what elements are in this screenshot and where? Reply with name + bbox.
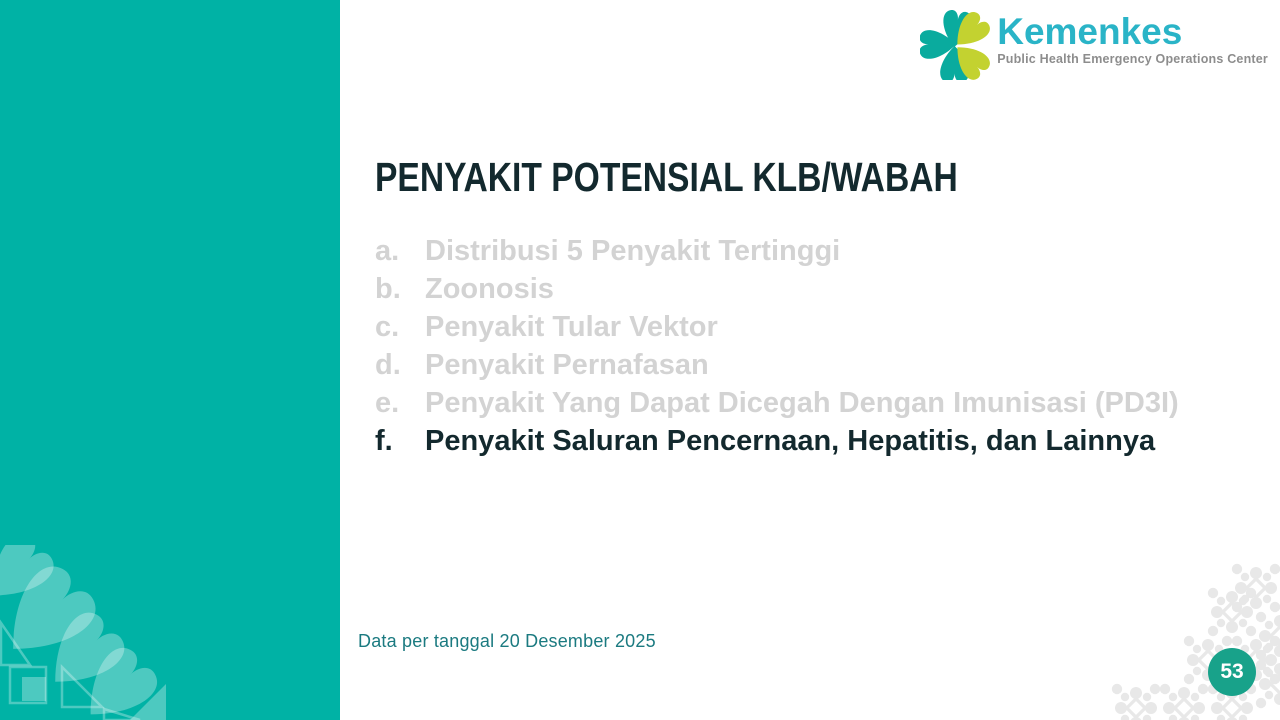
logo-tagline: Public Health Emergency Operations Center	[997, 52, 1268, 66]
corner-geometric-pattern-icon	[0, 545, 210, 720]
list-item-letter: f.	[375, 425, 393, 457]
list-item	[375, 308, 1245, 346]
list-item	[375, 384, 1245, 422]
list-item-letter: a.	[375, 235, 400, 267]
list-item-letter: e.	[375, 387, 400, 419]
disease-list	[375, 232, 1245, 460]
list-item-letter: b.	[375, 273, 401, 305]
list-item	[375, 346, 1245, 384]
list-item	[375, 422, 1245, 460]
page-number-badge: 53	[1208, 648, 1256, 696]
kemenkes-clover-icon	[920, 6, 992, 80]
corner-flower-pattern-icon	[1110, 550, 1280, 720]
list-item-text: Zoonosis	[425, 273, 554, 305]
list-item-text: Penyakit Pernafasan	[425, 349, 709, 381]
list-item-text: Distribusi 5 Penyakit Tertinggi	[425, 235, 841, 267]
sidebar-band	[0, 0, 340, 720]
logo-wordmark: Kemenkes	[997, 11, 1183, 52]
list-item-text: Penyakit Tular Vektor	[425, 311, 718, 343]
list-item	[375, 270, 1245, 308]
list-item-letter: c.	[375, 311, 400, 343]
list-item-text: Penyakit Yang Dapat Dicegah Dengan Imunisasi (PD3I)	[425, 387, 1179, 419]
list-item-text: Penyakit Saluran Pencernaan, Hepatitis, dan Lainnya	[425, 425, 1156, 457]
slide-title: PENYAKIT POTENSIAL KLB/WABAH	[375, 154, 958, 200]
list-item	[375, 232, 1245, 270]
list-item-letter: d.	[375, 349, 401, 381]
data-date-note: Data per tanggal 20 Desember 2025	[358, 631, 656, 651]
kemenkes-logo	[920, 6, 1268, 80]
